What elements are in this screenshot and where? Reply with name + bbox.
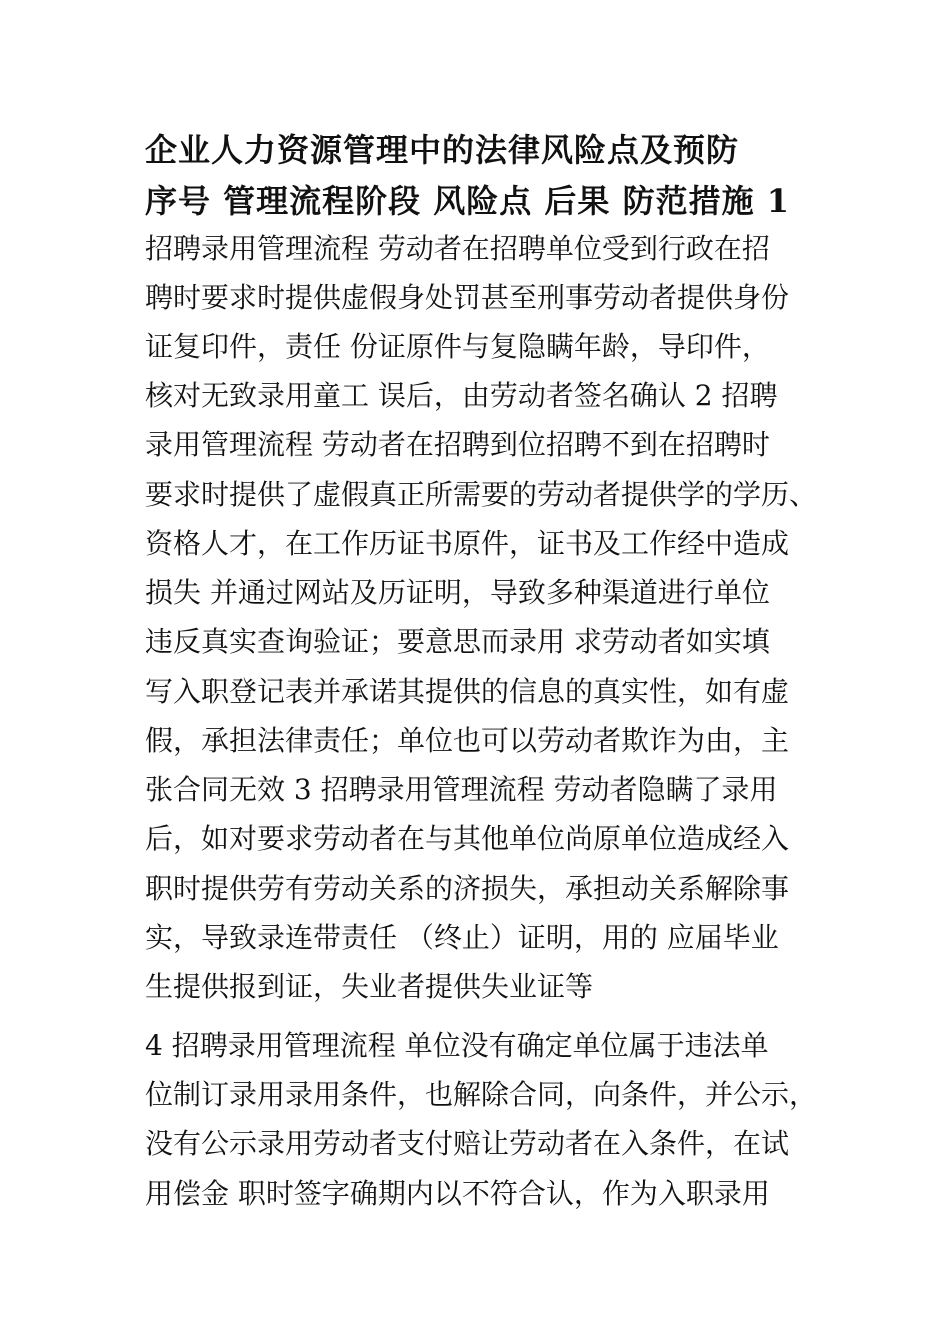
body-line: 后，如对要求劳动者在与其他单位尚原单位造成经入 — [145, 822, 790, 855]
document-title: 企业人力资源管理中的法律风险点及预防 — [145, 131, 740, 169]
body-line: 职时提供劳有劳动关系的济损失，承担动关系解除事 — [145, 872, 790, 905]
body-line: 核对无致录用童工 误后，由劳动者签名确认 2 招聘 — [145, 379, 778, 412]
body-line: 证复印件，责任 份证原件与复隐瞒年龄，导印件， — [145, 330, 770, 363]
table-header-line: 序号 管理流程阶段 风险点 后果 防范措施 1 — [145, 182, 790, 220]
body-line: 生提供报到证，失业者提供失业证等 — [145, 970, 594, 1003]
body-line: 实，导致录连带责任 （终止）证明，用的 应届毕业 — [145, 921, 779, 954]
body-line: 假，承担法律责任；单位也可以劳动者欺诈为由，主 — [145, 724, 790, 757]
body-line: 写入职登记表并承诺其提供的信息的真实性，如有虚 — [145, 675, 790, 708]
body-line: 招聘录用管理流程 劳动者在招聘单位受到行政在招 — [145, 232, 770, 265]
body-line: 位制订录用录用条件，也解除合同，向条件，并公示， — [145, 1078, 818, 1111]
body-line: 资格人才，在工作历证书原件，证书及工作经中造成 — [145, 527, 790, 560]
body-line: 聘时要求时提供虚假身处罚甚至刑事劳动者提供身份 — [145, 281, 790, 314]
body-line: 没有公示录用劳动者支付赔让劳动者在入条件，在试 — [145, 1127, 790, 1160]
body-line: 4 招聘录用管理流程 单位没有确定单位属于违法单 — [145, 1029, 769, 1062]
body-line: 用偿金 职时签字确期内以不符合认，作为入职录用 — [145, 1177, 770, 1210]
body-line: 张合同无效 3 招聘录用管理流程 劳动者隐瞒了录用 — [145, 773, 778, 806]
body-line: 违反真实查询验证；要意思而录用 求劳动者如实填 — [145, 625, 770, 658]
body-line: 要求时提供了虚假真正所需要的劳动者提供学的学历、 — [145, 478, 818, 511]
body-line: 损失 并通过网站及历证明，导致多种渠道进行单位 — [145, 576, 770, 609]
body-line: 录用管理流程 劳动者在招聘到位招聘不到在招聘时 — [145, 428, 770, 461]
